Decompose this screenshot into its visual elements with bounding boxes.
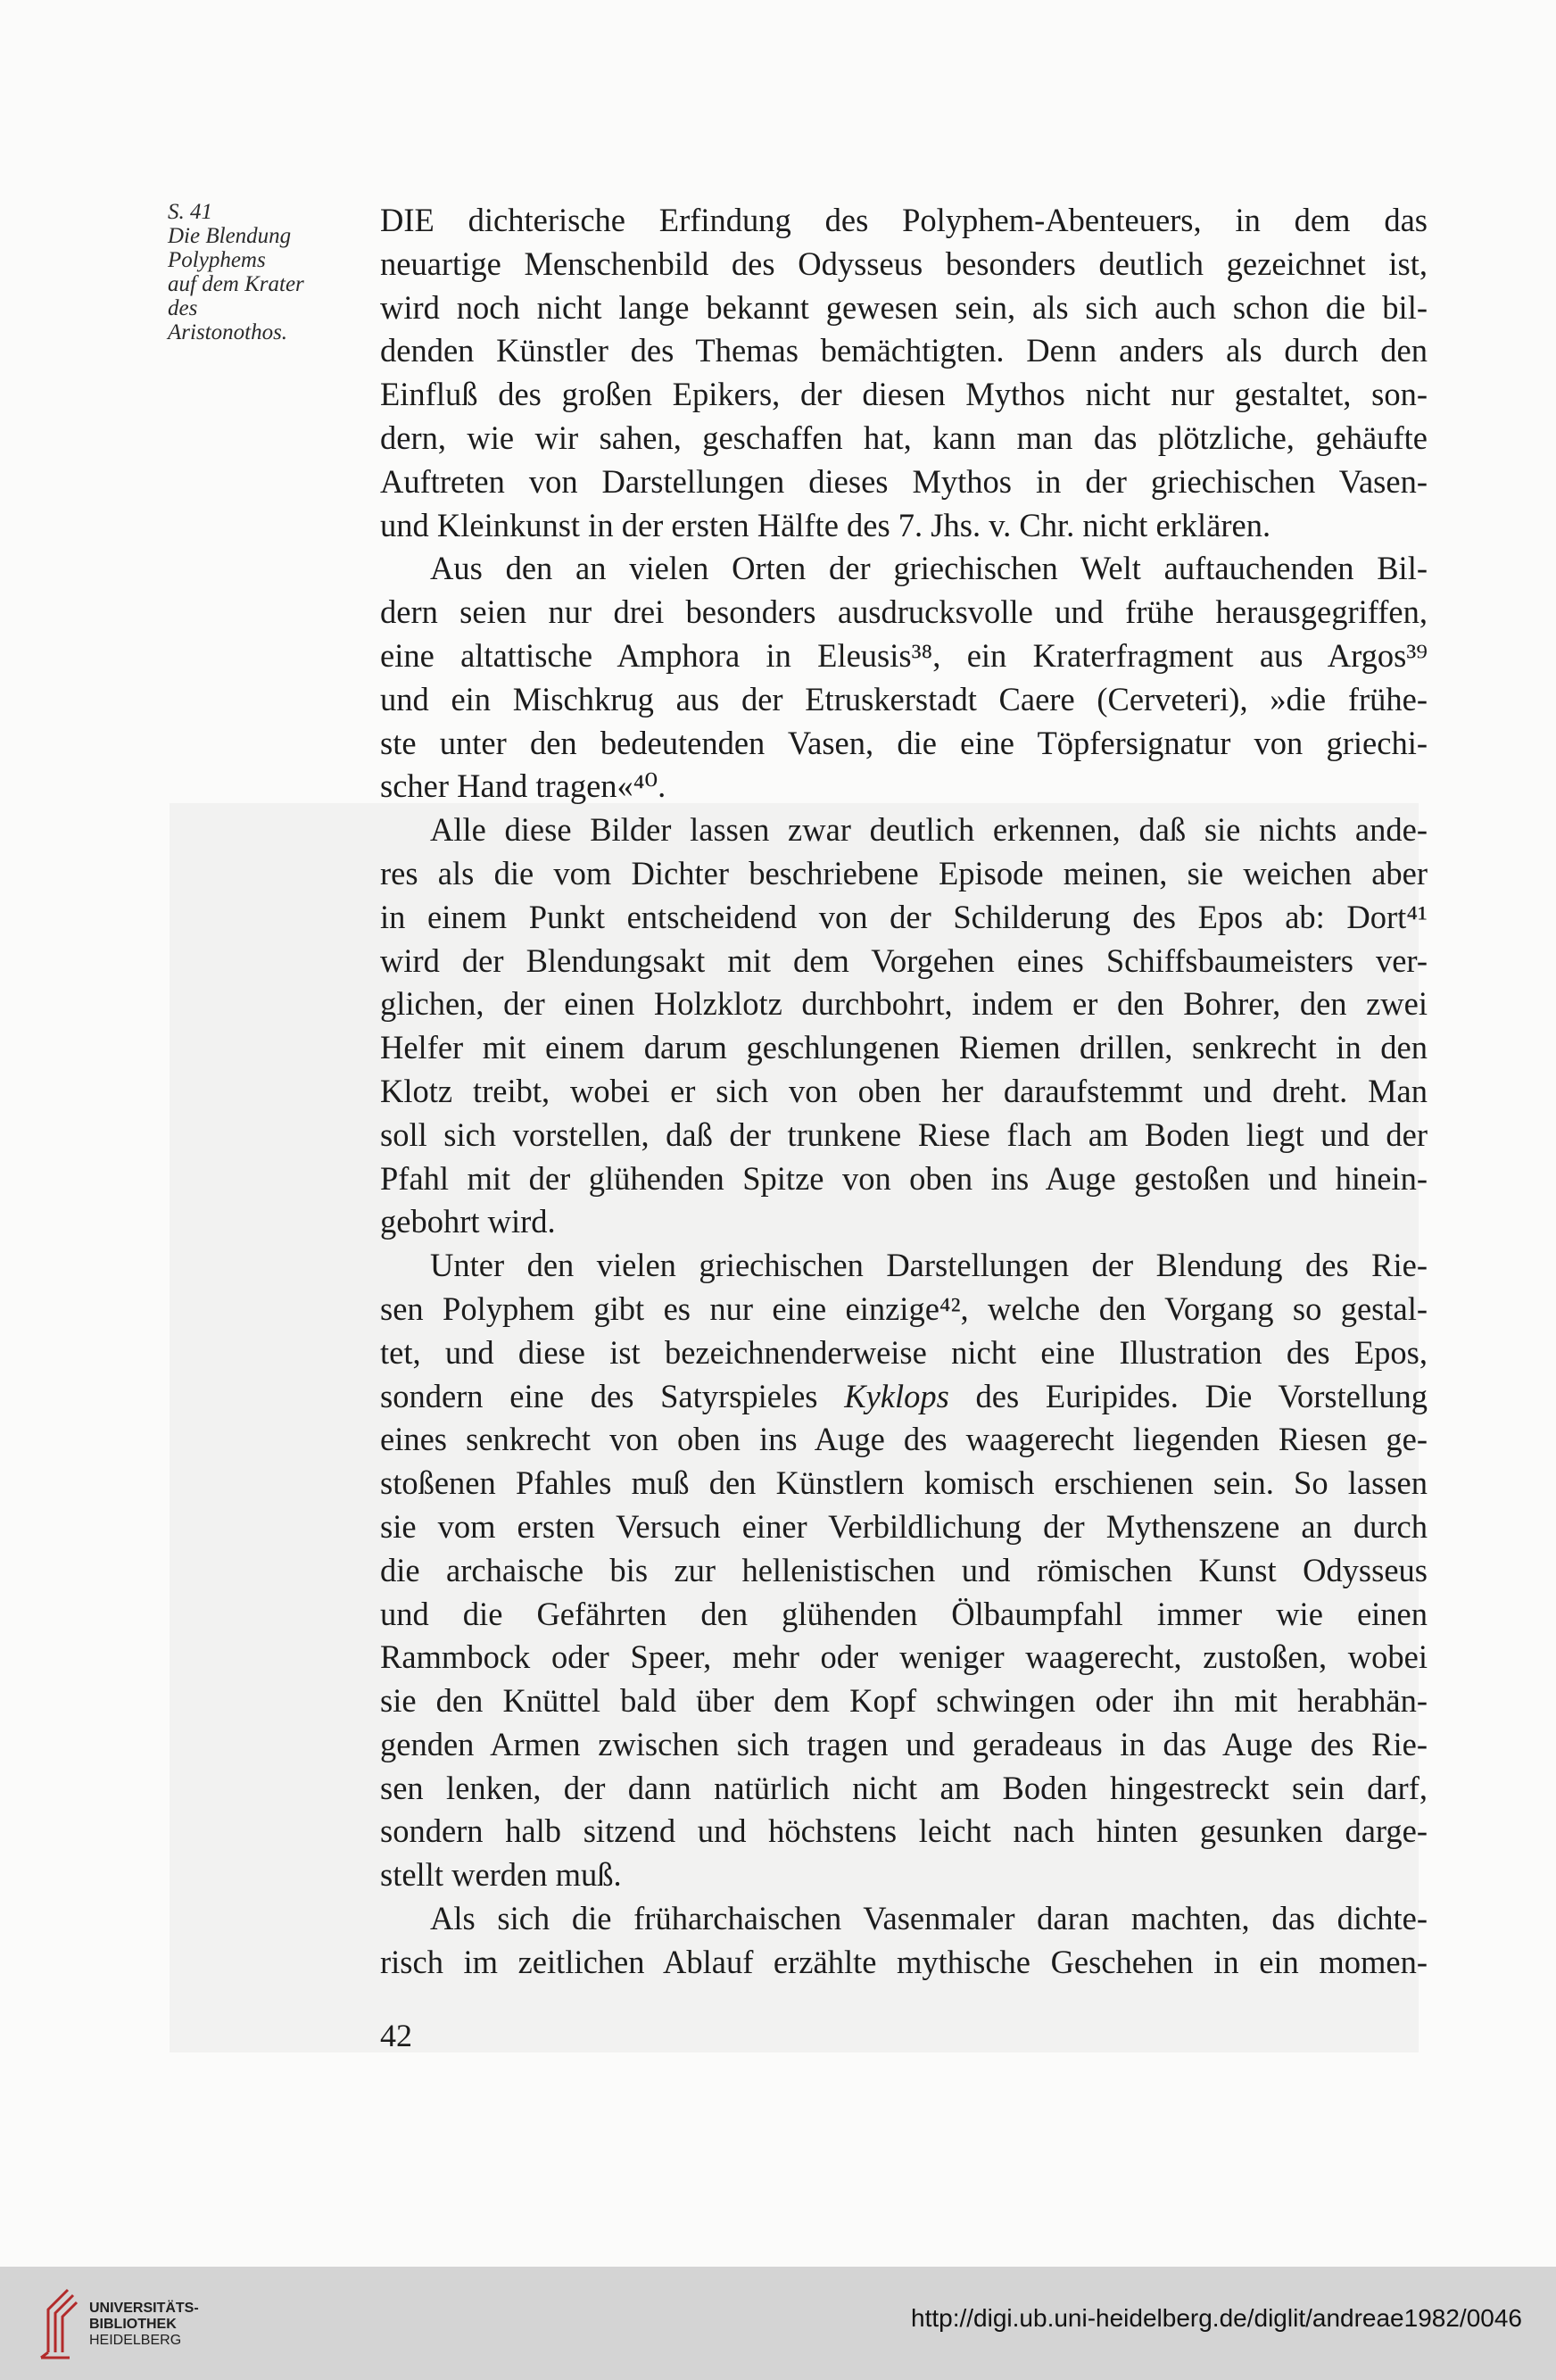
text-line: Unter den vielen griechischen Darstellungen der Blendung des Rie- bbox=[430, 1247, 1428, 1284]
text-line: Einfluß des großen Epikers, der diesen Mythos nicht nur gestaltet, son- bbox=[380, 376, 1428, 413]
paragraph bbox=[380, 199, 1428, 547]
text-line: sie den Knüttel bald über dem Kopf schwingen oder ihn mit herabhän- bbox=[380, 1682, 1428, 1720]
text-line: sondern halb sitzend und höchstens leicht nach hinten gesunken darge- bbox=[380, 1812, 1428, 1850]
text-line: glichen, der einen Holzklotz durchbohrt, indem er den Bohrer, den zwei bbox=[380, 985, 1428, 1023]
margin-note-line: S. 41 bbox=[168, 200, 212, 224]
text-line: dern seien nur drei besonders ausdrucksvolle und frühe herausgegriffen, bbox=[380, 593, 1428, 631]
text-line: neuartige Menschenbild des Odysseus besonders deutlich gezeichnet ist, bbox=[380, 245, 1428, 282]
footer-bar bbox=[0, 2267, 1556, 2380]
paragraph bbox=[380, 1897, 1428, 1985]
text-line: denden Künstler des Themas bemächtigten. Denn anders als durch den bbox=[380, 332, 1428, 369]
text-line: DIE dichterische Erfindung des Polyphem-Abenteuers, in dem das bbox=[380, 202, 1428, 238]
text-line: Auftreten von Darstellungen dieses Mythos in der griechischen Vasen- bbox=[380, 462, 1428, 500]
text-line: sie vom ersten Versuch einer Verbildlichung der Mythenszene an durch bbox=[380, 1507, 1428, 1545]
library-name bbox=[89, 2301, 199, 2349]
text-line: sen Polyphem gibt es nur eine einzige⁴², welche den Vorgang so gestal- bbox=[380, 1290, 1428, 1327]
library-logo-icon bbox=[36, 2283, 79, 2363]
text-line: genden Armen zwischen sich tragen und geradeaus in das Auge des Rie- bbox=[380, 1725, 1428, 1762]
text-line: wird noch nicht lange bekannt gewesen sein, als sich auch schon die bil- bbox=[380, 288, 1428, 326]
text-line: Als sich die früharchaischen Vasenmaler daran machten, das dichte- bbox=[430, 1900, 1428, 1937]
paragraph bbox=[380, 809, 1428, 1244]
paragraph bbox=[380, 1244, 1428, 1897]
margin-note-line: auf dem Krater bbox=[168, 272, 304, 296]
text-line: risch im zeitlichen Ablauf erzählte mythische Geschehen in ein momen- bbox=[380, 1943, 1428, 1980]
main-text bbox=[380, 199, 1428, 1985]
margin-note-line: Polyphems bbox=[168, 248, 266, 272]
margin-note-line: des bbox=[168, 296, 198, 320]
text-line: die archaische bis zur hellenistischen und römischen Kunst Odysseus bbox=[380, 1551, 1428, 1588]
library-name-line: UNIVERSITÄTS- bbox=[89, 2301, 199, 2316]
text-line: scher Hand tragen«⁴⁰. bbox=[380, 767, 666, 805]
text-line: Aus den an vielen Orten der griechischen Welt auftauchenden Bil- bbox=[430, 550, 1428, 587]
text-line: eine altattische Amphora in Eleusis³⁸, ein Kraterfragment aus Argos³⁹ bbox=[380, 636, 1428, 674]
paragraph bbox=[380, 547, 1428, 809]
text-line: dern, wie wir sahen, geschaffen hat, kann man das plötzliche, gehäufte bbox=[380, 419, 1428, 456]
margin-note-line: Aristonothos. bbox=[168, 320, 288, 344]
text-line: stoßenen Pfahles muß den Künstlern komisch erschienen sein. So lassen bbox=[380, 1464, 1428, 1502]
text-line: und ein Mischkrug aus der Etruskerstadt Caere (Cerveteri), »die frühe- bbox=[380, 680, 1428, 717]
text-line: Klotz treibt, wobei er sich von oben her daraufstemmt und dreht. Man bbox=[380, 1072, 1428, 1109]
text-line: sen lenken, der dann natürlich nicht am Boden hingestreckt sein darf, bbox=[380, 1769, 1428, 1806]
text-line: Pfahl mit der glühenden Spitze von oben ins Auge gestoßen und hinein- bbox=[380, 1159, 1428, 1197]
text-line: Alle diese Bilder lassen zwar deutlich erkennen, daß sie nichts ande- bbox=[430, 811, 1428, 849]
text-line: res als die vom Dichter beschriebene Episode meinen, sie weichen aber bbox=[380, 854, 1428, 891]
text-line: gebohrt wird. bbox=[380, 1203, 556, 1240]
library-name-line: HEIDELBERG bbox=[89, 2333, 182, 2348]
text-line: tet, und diese ist bezeichnenderweise nicht eine Illustration des Epos, bbox=[380, 1333, 1428, 1371]
text-line: und die Gefährten den glühenden Ölbaumpfahl immer wie einen bbox=[380, 1595, 1428, 1632]
text-line: und Kleinkunst in der ersten Hälfte des 7. Jhs. v. Chr. nicht erklären. bbox=[380, 506, 1271, 543]
page-number: 42 bbox=[380, 2018, 412, 2053]
text-line: eines senkrecht von oben ins Auge des waagerecht liegenden Riesen ge- bbox=[380, 1421, 1428, 1458]
text-line: ste unter den bedeutenden Vasen, die eine Töpfersignatur von griechi- bbox=[380, 724, 1428, 761]
text-line: in einem Punkt entscheidend von der Schilderung des Epos ab: Dort⁴¹ bbox=[380, 898, 1428, 935]
library-name-line: BIBLIOTHEK bbox=[89, 2317, 177, 2332]
text-line: Helfer mit einem darum geschlungenen Riemen drillen, senkrecht in den bbox=[380, 1029, 1428, 1066]
text-line: wird der Blendungsakt mit dem Vorgehen eines Schiffsbaumeisters ver- bbox=[380, 941, 1428, 979]
text-line: stellt werden muß. bbox=[380, 1856, 622, 1894]
margin-note bbox=[168, 200, 346, 344]
text-line: sondern eine des Satyrspieles Kyklops des Euripides. Die Vorstellung bbox=[380, 1377, 1428, 1414]
text-line: Rammbock oder Speer, mehr oder weniger waagerecht, zustoßen, wobei bbox=[380, 1638, 1428, 1676]
text-line: soll sich vorstellen, daß der trunkene Riese flach am Boden liegt und der bbox=[380, 1115, 1428, 1153]
margin-note-line: Die Blendung bbox=[168, 224, 292, 248]
permalink-url[interactable]: http://digi.ub.uni-heidelberg.de/diglit/andreae1982/0046 bbox=[911, 2304, 1522, 2332]
